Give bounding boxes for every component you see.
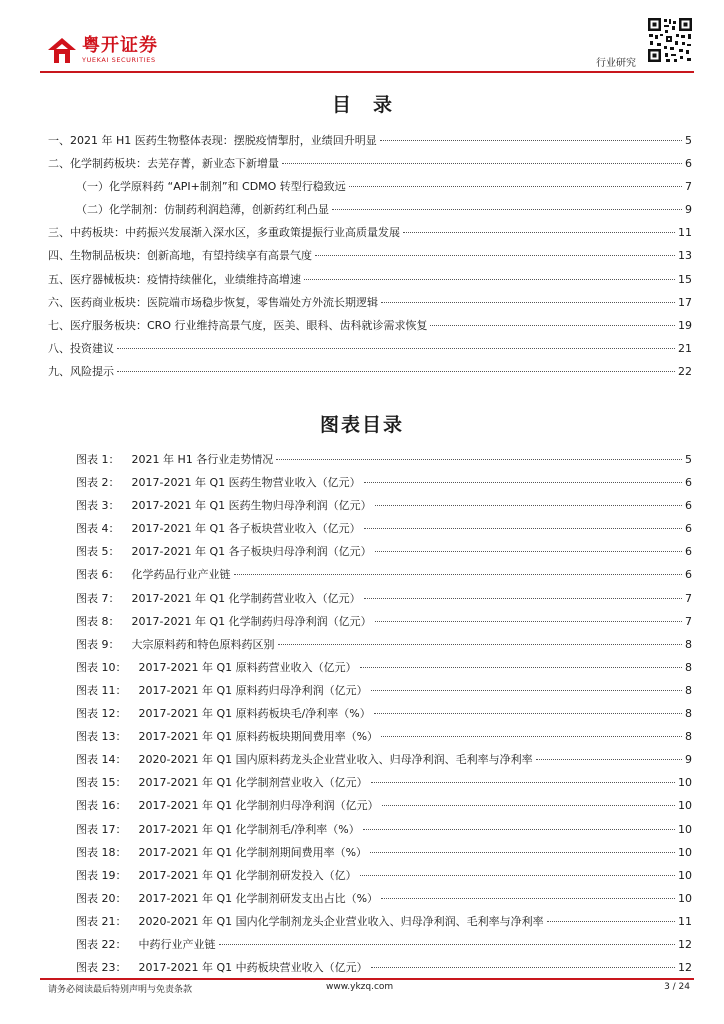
toc-entry[interactable] [48,360,692,383]
dot-leader [371,690,682,691]
figure-entry[interactable] [76,910,692,933]
figure-title: 2017-2021 年 Q1 医药生物营业收入（亿元） [131,476,361,490]
figure-entry[interactable] [76,841,692,864]
toc-entry-page: 21 [678,341,692,355]
dot-leader [349,186,682,187]
dot-leader [332,209,682,210]
toc-entry[interactable] [48,337,692,360]
qr-code-icon [646,16,694,64]
figure-entry[interactable] [76,956,692,979]
figure-label: 图表 23： [76,961,127,975]
toc-entry-text: 八、投资建议 [48,341,114,355]
dot-leader [381,302,675,303]
toc-entry-page: 7 [685,180,692,194]
toc-entry-page: 17 [678,295,692,309]
yuekai-logo-icon [46,36,78,66]
figure-entry[interactable] [76,818,692,841]
dot-leader [374,713,682,714]
toc-entry-text: 五、医疗器械板块：疫情持续催化，业绩维持高增速 [48,272,301,286]
toc-entry-page: 11 [678,226,692,240]
figure-label: 图表 20： [76,891,127,905]
dot-leader [382,805,675,806]
figure-title: 中药行业产业链 [138,937,216,951]
figure-label: 图表 8： [76,614,120,628]
dot-leader [315,255,675,256]
figure-label: 图表 11： [76,683,127,697]
figure-entry[interactable] [76,679,692,702]
company-logo [46,36,158,66]
figure-entry[interactable] [76,494,692,517]
dot-leader [278,644,683,645]
figure-title: 2017-2021 年 Q1 化学制剂研发支出占比（%） [138,891,379,905]
toc-entry[interactable] [48,291,692,314]
figure-title: 2020-2021 年 Q1 国内原料药龙头企业营业收入、归母净利润、毛利率与净利率 [138,753,533,767]
figure-page: 10 [678,799,692,813]
figure-page: 6 [685,499,692,513]
toc-entry-text: 六、医药商业板块：医院端市场稳步恢复，零售端处方外流长期逻辑 [48,295,378,309]
figure-title: 2017-2021 年 Q1 原料药归母净利润（亿元） [138,683,368,697]
toc-subentry[interactable] [48,198,692,221]
figure-entry[interactable] [76,563,692,586]
dot-leader [364,528,682,529]
figure-page: 12 [678,961,692,975]
figure-label: 图表 1： [76,453,120,466]
toc-entry[interactable] [48,244,692,267]
figure-entry[interactable] [76,794,692,817]
figure-page: 6 [685,522,692,536]
figure-label: 图表 2： [76,476,120,490]
figure-label: 图表 6： [76,568,120,582]
toc-entry-text: 七、医疗服务板块：CRO 行业维持高景气度，医美、眼科、齿科就诊需求恢复 [48,318,428,332]
figure-title: 2017-2021 年 Q1 化学制剂归母净利润（亿元） [138,799,379,813]
toc-entry[interactable] [48,129,692,152]
report-type-label: 行业研究 [596,58,636,69]
toc-entry-page: 15 [678,272,692,286]
toc-title: 目录 [331,94,414,116]
figure-page: 7 [685,591,692,605]
figure-page: 6 [685,568,692,582]
figure-label: 图表 5： [76,545,120,559]
dot-leader [234,574,683,575]
figure-page: 8 [685,660,692,674]
figure-title: 2017-2021 年 Q1 化学制剂毛/净利率（%） [138,822,360,836]
toc-entry-text: 二、化学制药板块：去芜存菁，新业态下新增量 [48,157,279,171]
figure-entry[interactable] [76,517,692,540]
figure-entry[interactable] [76,887,692,910]
figure-title: 2017-2021 年 Q1 医药生物归母净利润（亿元） [131,499,372,513]
dot-leader [375,551,682,552]
figure-label: 图表 13： [76,730,127,744]
toc-entry-page: 9 [685,203,692,217]
footer-website[interactable]: www.ykzq.com [326,982,394,992]
figure-entry[interactable] [76,448,692,471]
dot-leader [117,348,675,349]
dot-leader [371,782,675,783]
figure-title: 2020-2021 年 Q1 国内化学制剂龙头企业营业收入、归母净利润、毛利率与净利率 [138,914,544,928]
toc-entry-page: 19 [678,318,692,332]
toc-entry-text: 一、2021 年 H1 医药生物整体表现：摆脱疫情掣肘，业绩回升明显 [48,134,377,147]
dot-leader [219,944,676,945]
dot-leader [547,921,675,922]
figure-page: 8 [685,730,692,744]
figure-label: 图表 18： [76,845,127,859]
figure-page: 6 [685,545,692,559]
logo-english-name: YUEKAI SECURITIES [82,56,156,64]
dot-leader [375,505,682,506]
toc-entry-page: 22 [678,364,692,378]
figure-entry[interactable] [76,771,692,794]
figure-label: 图表 12： [76,707,127,721]
toc-entry-page: 6 [685,157,692,171]
toc-entry-text: 三、中药板块：中药振兴发展渐入深水区，多重政策提振行业高质量发展 [48,226,400,240]
page-number: 3 / 24 [664,982,690,992]
dot-leader [364,482,682,483]
dot-leader [381,736,682,737]
toc-entry-page: 5 [685,134,692,147]
dot-leader [371,967,675,968]
figure-entry[interactable] [76,471,692,494]
dot-leader [430,325,675,326]
figure-page: 8 [685,707,692,721]
figure-page: 5 [685,453,692,466]
figure-entry[interactable] [76,587,692,610]
figure-title: 2017-2021 年 Q1 原料药板块毛/净利率（%） [138,707,371,721]
toc-subentry[interactable] [48,175,692,198]
figure-title: 2017-2021 年 Q1 原料药板块期间费用率（%） [138,730,379,744]
dot-leader [363,829,675,830]
dot-leader [403,232,675,233]
figure-label: 图表 19： [76,868,127,882]
toc-entry-page: 13 [678,249,692,263]
figure-page: 9 [685,753,692,767]
figure-page: 6 [685,476,692,490]
figure-title: 2021 年 H1 各行业走势情况 [131,453,274,466]
figure-entry[interactable] [76,933,692,956]
toc-entry[interactable] [48,268,692,291]
figure-title: 2017-2021 年 Q1 各子板块营业收入（亿元） [131,522,361,536]
header-divider [40,71,694,73]
figure-entry[interactable] [76,610,692,633]
toc-entry[interactable] [48,221,692,244]
figure-page: 7 [685,614,692,628]
figure-label: 图表 10： [76,660,127,674]
figure-label: 图表 16： [76,799,127,813]
page-header [40,14,694,72]
figure-page: 11 [678,914,692,928]
toc-list [48,129,692,383]
dot-leader [304,279,675,280]
figure-label: 图表 9： [76,637,120,651]
figure-title: 2017-2021 年 Q1 化学制剂营业收入（亿元） [138,776,368,790]
toc-entry-text: （一）化学原料药 “API+制剂”和 CDMO 转型行稳致远 [76,180,346,194]
toc-entry[interactable] [48,314,692,337]
figure-page: 10 [678,845,692,859]
figure-entry[interactable] [76,633,692,656]
toc-entry[interactable] [48,152,692,175]
figure-page: 12 [678,937,692,951]
dot-leader [380,140,682,141]
figure-label: 图表 7： [76,591,120,605]
dot-leader [364,598,682,599]
dot-leader [381,898,675,899]
toc-entry-text: 九、风险提示 [48,364,114,378]
dot-leader [375,621,682,622]
dot-leader [282,163,682,164]
figure-label: 图表 15： [76,776,127,790]
figure-list [76,448,692,979]
dot-leader [360,667,682,668]
figure-page: 10 [678,822,692,836]
figure-page: 10 [678,776,692,790]
figure-entry[interactable] [76,725,692,748]
figure-title: 2017-2021 年 Q1 原料药营业收入（亿元） [138,660,357,674]
dot-leader [360,875,675,876]
figure-entry[interactable] [76,656,692,679]
dot-leader [370,852,675,853]
figure-page: 10 [678,891,692,905]
figure-title: 2017-2021 年 Q1 各子板块归母净利润（亿元） [131,545,372,559]
toc-entry-text: （二）化学制剂：仿制药利润趋薄，创新药红利凸显 [76,203,329,217]
figure-title: 2017-2021 年 Q1 化学制剂研发投入（亿） [138,868,357,882]
figure-label: 图表 22： [76,937,127,951]
toc-entry-text: 四、生物制品板块：创新高地，有望持续享有高景气度 [48,249,312,263]
figure-title: 2017-2021 年 Q1 化学制药归母净利润（亿元） [131,614,372,628]
figure-entry[interactable] [76,748,692,771]
dot-leader [536,759,682,760]
figure-label: 图表 3： [76,499,120,513]
figure-page: 8 [685,637,692,651]
footer-disclaimer: 请务必阅读最后特别声明与免责条款 [48,985,193,995]
dot-leader [117,371,675,372]
figure-entry[interactable] [76,702,692,725]
figure-label: 图表 17： [76,822,127,836]
footer-divider [40,978,694,980]
figure-list-title: 图表目录 [319,414,404,436]
figure-title: 2017-2021 年 Q1 化学制剂期间费用率（%） [138,845,368,859]
figure-page: 8 [685,683,692,697]
figure-title: 2017-2021 年 Q1 化学制药营业收入（亿元） [131,591,361,605]
figure-label: 图表 14： [76,753,127,767]
figure-title: 化学药品行业产业链 [131,568,231,582]
figure-page: 10 [678,868,692,882]
figure-title: 大宗原料药和特色原料药区别 [131,637,275,651]
logo-chinese-name: 粤开证券 [82,35,158,56]
figure-label: 图表 4： [76,522,120,536]
figure-label: 图表 21： [76,914,127,928]
figure-title: 2017-2021 年 Q1 中药板块营业收入（亿元） [138,961,368,975]
figure-entry[interactable] [76,864,692,887]
figure-entry[interactable] [76,540,692,563]
dot-leader [276,459,682,460]
